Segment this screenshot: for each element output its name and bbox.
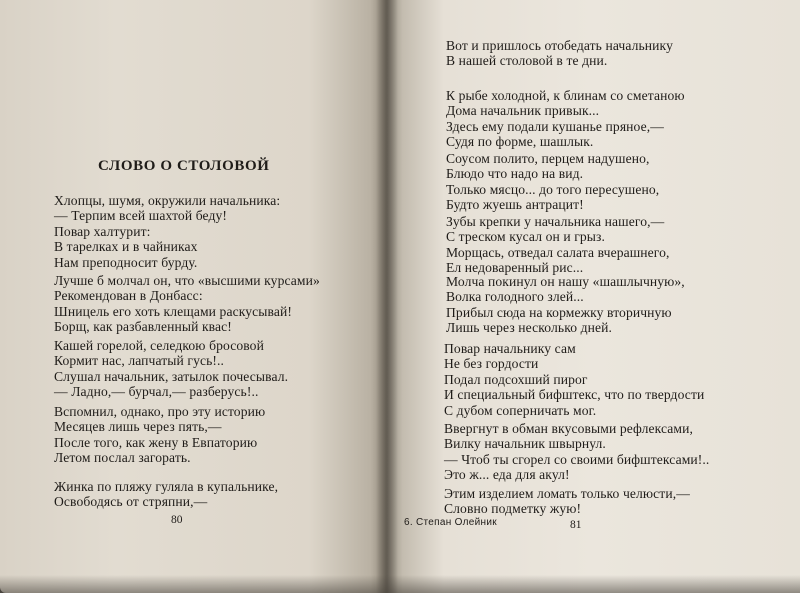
right-stanza-1 bbox=[446, 38, 673, 69]
page-bottom-shadow bbox=[0, 575, 800, 593]
poem-line: Будто жуешь антрацит! bbox=[446, 197, 584, 213]
poem-line: Жинка по пляжу гуляла в купальнике, bbox=[54, 479, 279, 494]
poem-line: Повар начальнику сам bbox=[444, 341, 576, 356]
right-stanza-8 bbox=[444, 486, 690, 517]
left-stanza-2 bbox=[54, 273, 320, 335]
poem-line: Не без гордости bbox=[444, 356, 539, 372]
poem-line: Ввергнут в обман вкусовыми рефлексами, bbox=[444, 421, 693, 436]
poem-line: К рыбе холодной, к блинам со сметаною bbox=[446, 88, 685, 103]
poem-line: Блюдо что надо на вид. bbox=[446, 166, 584, 182]
poem-line: Лишь через несколько дней. bbox=[446, 320, 612, 336]
right-stanza-3 bbox=[446, 151, 659, 213]
right-stanza-2 bbox=[446, 88, 685, 150]
left-stanza-4 bbox=[54, 404, 265, 466]
left-stanza-1 bbox=[54, 193, 280, 270]
poem-line: Молча покинул он нашу «шашлычную», bbox=[446, 274, 685, 289]
poem-line: Этим изделием ломать только челюсти,— bbox=[444, 486, 690, 501]
right-stanza-7 bbox=[444, 421, 709, 483]
poem-line: Шницель его хоть клещами раскусывай! bbox=[54, 303, 292, 319]
poem-line: Кашей горелой, селедкою бросовой bbox=[54, 338, 264, 353]
poem-line: Прибыл сюда на кормежку вторичную bbox=[446, 304, 672, 320]
poem-line: Нам преподносит бурду. bbox=[54, 254, 198, 270]
poem-line: Подал подсохший пирог bbox=[444, 371, 588, 387]
poem-line: Соусом полито, перцем надушено, bbox=[446, 151, 650, 166]
poem-title: СЛОВО О СТОЛОВОЙ bbox=[98, 158, 270, 174]
poem-line: Вилку начальник швырнул. bbox=[444, 436, 606, 452]
poem-line: И специальный бифштекс, что по твердости bbox=[444, 387, 705, 403]
poem-line: Вот и пришлось отобедать начальнику bbox=[446, 38, 673, 53]
poem-line: Лучше б молчал он, что «высшими курсами» bbox=[54, 273, 320, 288]
poem-line: Летом послал загорать. bbox=[54, 450, 191, 466]
poem-line: В тарелках и в чайниках bbox=[54, 239, 198, 255]
poem-line: Хлопцы, шумя, окружили начальника: bbox=[54, 193, 281, 208]
author-signature: 6. Степан Олейник bbox=[404, 517, 497, 528]
poem-line: Дома начальник привык... bbox=[446, 103, 600, 119]
poem-line: В нашей столовой в те дни. bbox=[446, 53, 608, 69]
poem-line: Повар халтурит: bbox=[54, 223, 151, 239]
poem-line: Борщ, как разбавленный квас! bbox=[54, 319, 232, 335]
poem-line: Ел недоваренный рис... bbox=[446, 260, 584, 276]
poem-line: Месяцев лишь через пять,— bbox=[54, 419, 222, 435]
right-stanza-5 bbox=[446, 274, 685, 336]
left-stanza-3 bbox=[54, 338, 288, 400]
poem-line: Словно подметку жую! bbox=[444, 501, 582, 517]
poem-line: Вспомнил, однако, про эту историю bbox=[54, 404, 266, 419]
poem-line: Освободясь от стряпни,— bbox=[54, 494, 208, 510]
poem-line: Кормит нас, лапчатый гусь!.. bbox=[54, 353, 225, 369]
book-gutter bbox=[376, 0, 398, 593]
poem-line: Судя по форме, шашлык. bbox=[446, 134, 594, 150]
right-page-number: 81 bbox=[570, 519, 582, 531]
left-page bbox=[0, 0, 386, 593]
right-stanza-4 bbox=[446, 214, 670, 276]
poem-line: — Ладно,— бурчал,— разберусь!.. bbox=[54, 384, 259, 400]
poem-line: Это ж... еда для акул! bbox=[444, 467, 570, 483]
poem-line: С треском кусал он и грыз. bbox=[446, 229, 605, 245]
right-page bbox=[386, 0, 800, 593]
poem-line: Рекомендован в Донбасс: bbox=[54, 288, 203, 304]
poem-line: Слушал начальник, затылок почесывал. bbox=[54, 368, 289, 384]
poem-line: — Терпим всей шахтой беду! bbox=[54, 208, 228, 224]
poem-line: Волка голодного злей... bbox=[446, 289, 584, 305]
left-page-number: 80 bbox=[171, 514, 183, 526]
poem-line: Здесь ему подали кушанье пряное,— bbox=[446, 118, 664, 134]
right-stanza-6 bbox=[444, 341, 704, 418]
poem-line: Только мясцо... до того пересушено, bbox=[446, 181, 660, 197]
poem-line: — Чтоб ты сгорел со своими бифштексами!.. bbox=[444, 451, 710, 467]
poem-line: С дубом соперничать мог. bbox=[444, 402, 597, 418]
poem-line: Морщась, отведал салата вчерашнего, bbox=[446, 244, 670, 260]
left-stanza-5 bbox=[54, 479, 278, 510]
poem-line: После того, как жену в Евпаторию bbox=[54, 434, 258, 450]
poem-line: Зубы крепки у начальника нашего,— bbox=[446, 214, 665, 229]
